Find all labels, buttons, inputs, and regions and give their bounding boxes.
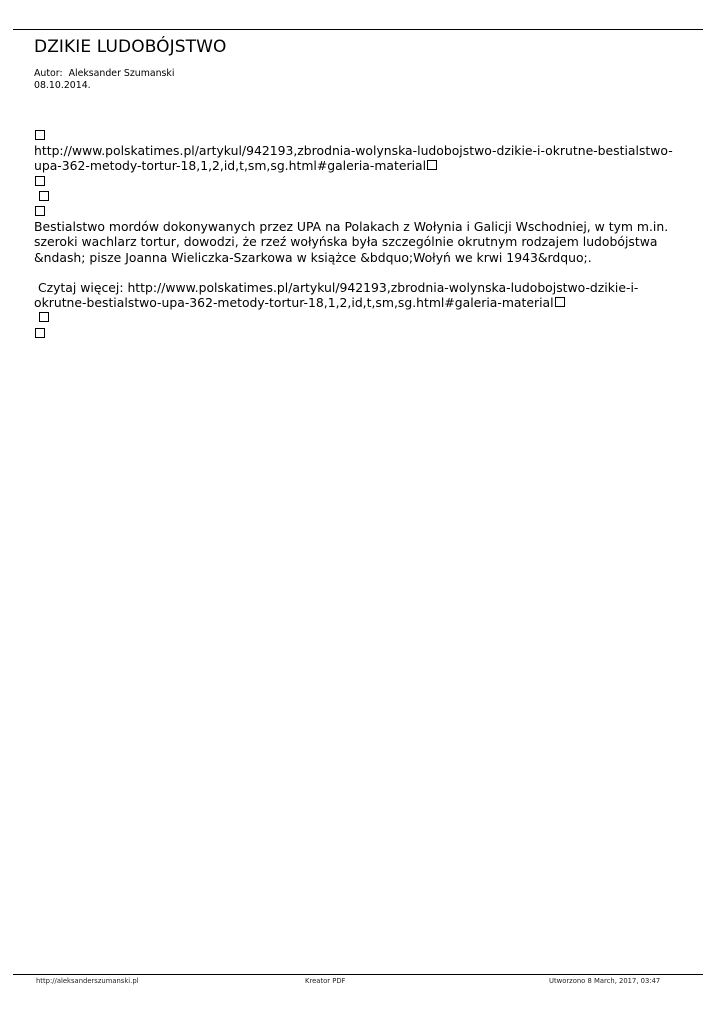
placeholder-glyph-line xyxy=(34,326,694,341)
missing-glyph-icon xyxy=(35,328,45,338)
source-link-line-2[interactable] xyxy=(34,158,694,173)
missing-glyph-icon xyxy=(427,160,437,170)
missing-glyph-icon xyxy=(35,130,45,140)
missing-glyph-icon xyxy=(39,191,49,201)
placeholder-glyph-line xyxy=(34,174,694,189)
missing-glyph-icon xyxy=(35,176,45,186)
source-link-line-1[interactable]: http://www.polskatimes.pl/artykul/942193,zbrodnia-wolynska-ludobojstwo-dzikie-i-okrutne-bestialstwo- xyxy=(34,143,673,159)
read-more-line-1[interactable]: Czytaj więcej: http://www.polskatimes.pl/artykul/942193,zbrodnia-wolynska-ludobojstwo-dzikie-i- xyxy=(34,280,639,296)
missing-glyph-icon xyxy=(555,297,565,307)
author-line: Autor: Aleksander Szumanski xyxy=(34,68,175,79)
footer-divider xyxy=(13,974,703,975)
header-divider xyxy=(13,29,703,30)
missing-glyph-icon xyxy=(39,312,49,322)
placeholder-glyph-line xyxy=(34,204,694,219)
placeholder-glyph-line xyxy=(34,310,694,325)
footer-site-link[interactable]: http://aleksanderszumanski.pl xyxy=(36,977,139,985)
publish-date: 08.10.2014. xyxy=(34,79,91,91)
article-body xyxy=(34,128,694,341)
placeholder-glyph-line xyxy=(34,189,694,204)
footer-created-date: Utworzono 8 March, 2017, 03:47 xyxy=(549,977,661,985)
paragraph-line: &ndash; pisze Joanna Wieliczka-Szarkowa w książce &bdquo;Wołyń we krwi 1943&rdquo;. xyxy=(34,249,592,265)
source-link-text[interactable]: upa-362-metody-tortur-18,1,2,id,t,sm,sg.html#galeria-material xyxy=(34,158,427,174)
missing-glyph-icon xyxy=(35,206,45,216)
document-meta xyxy=(34,68,174,91)
read-more-line-2[interactable] xyxy=(34,295,694,310)
footer-creator: Kreator PDF xyxy=(305,977,346,985)
page-title: DZIKIE LUDOBÓJSTWO xyxy=(34,37,227,57)
placeholder-glyph-line xyxy=(34,128,694,143)
read-more-link-text[interactable]: okrutne-bestialstwo-upa-362-metody-tortur-18,1,2,id,t,sm,sg.html#galeria-material xyxy=(34,295,554,311)
paragraph-line: Bestialstwo mordów dokonywanych przez UPA na Polakach z Wołynia i Galicji Wschodniej, w tym m.in. xyxy=(34,219,669,235)
paragraph-line: szeroki wachlarz tortur, dowodzi, że rzeź wołyńska była szczególnie okrutnym rodzajem ludobójstwa xyxy=(34,234,658,250)
blank-line xyxy=(34,265,694,280)
